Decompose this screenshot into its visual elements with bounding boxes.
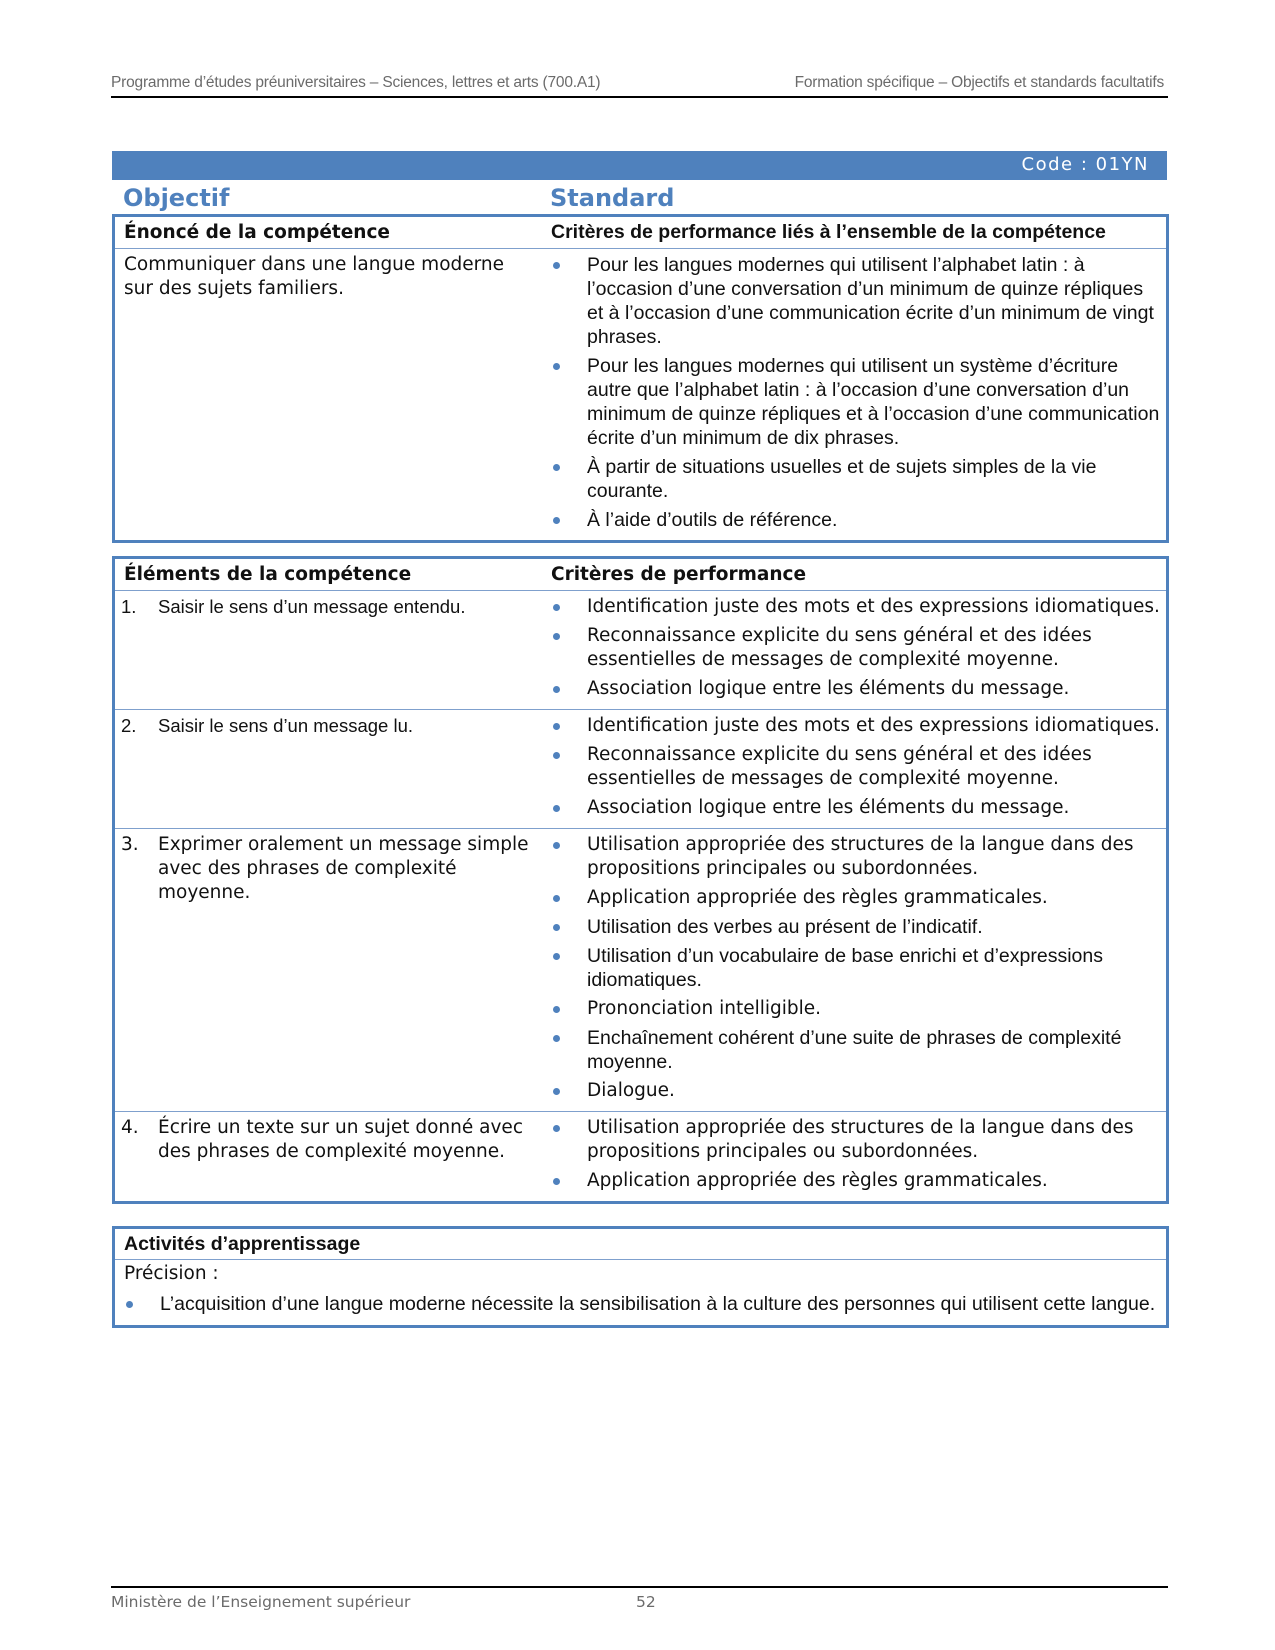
list-item: Identification juste des mots et des expressions idiomatiques. [551, 714, 1160, 738]
activities-header: Activités d’apprentissage [124, 1233, 361, 1255]
column-titles [112, 182, 1167, 216]
element-label: 2. Saisir le sens d’un message lu. [121, 715, 414, 736]
list-item: Utilisation des verbes au présent de l’indicatif. [551, 915, 1160, 939]
elements-header: Éléments de la compétence [124, 564, 412, 585]
list-item: Application appropriée des règles grammaticales. [551, 1169, 1160, 1193]
activities-header-row [115, 1229, 1166, 1260]
competence-criteria-header: Critères de performance liés à l’ensemble de la compétence [551, 221, 1106, 243]
performance-criteria-header: Critères de performance [551, 564, 807, 585]
bullet-icon [553, 752, 560, 759]
objectif-title: Objectif [123, 184, 230, 212]
list-item: Association logique entre les éléments du message. [551, 796, 1160, 820]
bullet-icon [553, 1035, 560, 1042]
bullet-icon [553, 633, 560, 640]
bullet-icon [126, 1301, 133, 1308]
bullet-icon [553, 895, 560, 902]
element-row [115, 829, 1166, 1112]
element-row [115, 710, 1166, 829]
page-header [111, 72, 1168, 98]
bullet-icon [553, 805, 560, 812]
list-item: Identification juste des mots et des expressions idiomatiques. [551, 595, 1160, 619]
page-footer [111, 1586, 1168, 1611]
bullet-icon [553, 842, 560, 849]
list-item: Enchaînement cohérent d’une suite de phrases de complexité moyenne. [551, 1026, 1160, 1074]
list-item: Utilisation appropriée des structures de la langue dans des propositions principales ou subordonnées. [551, 833, 1160, 881]
list-item: Reconnaissance explicite du sens général et des idées essentielles de messages de complexité moyenne. [551, 624, 1160, 672]
list-item: L’acquisition d’une langue moderne nécessite la sensibilisation à la culture des personnes qui utilisent cette langue. [124, 1292, 1160, 1316]
activities-list [124, 1292, 1160, 1316]
competence-statement: Communiquer dans une langue moderne sur des sujets familiers. [124, 254, 505, 299]
competence-statement-table [112, 214, 1169, 543]
element-label: 1. Saisir le sens d’un message entendu. [121, 596, 466, 617]
elements-table [112, 556, 1169, 1204]
header-section-title: Formation spécifique – Objectifs et standards facultatifs [794, 74, 1164, 91]
bullet-icon [553, 1088, 560, 1095]
bullet-icon [553, 924, 560, 931]
bullet-icon [553, 686, 560, 693]
bullet-icon [553, 464, 560, 471]
bullet-icon [553, 363, 560, 370]
precision-label: Précision : [124, 1263, 219, 1284]
list-item: Prononciation intelligible. [551, 997, 1160, 1021]
bullet-icon [553, 604, 560, 611]
element-criteria-list [551, 833, 1160, 1103]
bullet-icon [553, 953, 560, 960]
competence-statement-header: Énoncé de la compétence [124, 222, 390, 243]
bullet-icon [553, 1125, 560, 1132]
list-item: Reconnaissance explicite du sens général et des idées essentielles de messages de complexité moyenne. [551, 743, 1160, 791]
element-row [115, 1112, 1166, 1201]
element-criteria-list [551, 714, 1160, 820]
element-label: 3. Exprimer oralement un message simple avec des phrases de complexité moyenne. [121, 834, 529, 903]
list-item: Application appropriée des règles grammaticales. [551, 886, 1160, 910]
elements-header-row [115, 559, 1166, 591]
competence-content-row [115, 249, 1166, 540]
page-number: 52 [636, 1593, 656, 1611]
activities-content [115, 1260, 1166, 1325]
element-criteria-list [551, 1116, 1160, 1193]
element-label: 4. Écrire un texte sur un sujet donné avec des phrases de complexité moyenne. [121, 1117, 523, 1162]
learning-activities-table [112, 1226, 1169, 1328]
bullet-icon [553, 1006, 560, 1013]
list-item: Pour les langues modernes qui utilisent un système d’écriture autre que l’alphabet latin : à l’occasion d’une conversation d’un minimum de quinze répliques et à l’occasion d’une communication écrite d’un minimum de dix phrases. [551, 354, 1160, 450]
element-criteria-list [551, 595, 1160, 701]
competence-code: Code : 01YN [1021, 154, 1149, 175]
code-bar [112, 151, 1167, 180]
bullet-icon [553, 262, 560, 269]
list-item: Utilisation appropriée des structures de la langue dans des propositions principales ou subordonnées. [551, 1116, 1160, 1164]
bullet-icon [553, 723, 560, 730]
list-item: À l’aide d’outils de référence. [551, 508, 1160, 532]
list-item: Association logique entre les éléments du message. [551, 677, 1160, 701]
list-item: Pour les langues modernes qui utilisent l’alphabet latin : à l’occasion d’une conversation d’un minimum de quinze répliques et à l’occasion d’une communication écrite d’un minimum de vingt phrases. [551, 253, 1160, 349]
bullet-icon [553, 1178, 560, 1185]
standard-title: Standard [550, 184, 675, 212]
bullet-icon [553, 517, 560, 524]
competence-criteria-list [551, 253, 1160, 532]
footer-ministry: Ministère de l’Enseignement supérieur [111, 1593, 411, 1611]
list-item: Dialogue. [551, 1079, 1160, 1103]
element-row [115, 591, 1166, 710]
list-item: Utilisation d’un vocabulaire de base enrichi et d’expressions idiomatiques. [551, 944, 1160, 992]
header-program-title: Programme d’études préuniversitaires – Sciences, lettres et arts (700.A1) [111, 74, 601, 91]
competence-header-row [115, 217, 1166, 249]
list-item: À partir de situations usuelles et de sujets simples de la vie courante. [551, 455, 1160, 503]
